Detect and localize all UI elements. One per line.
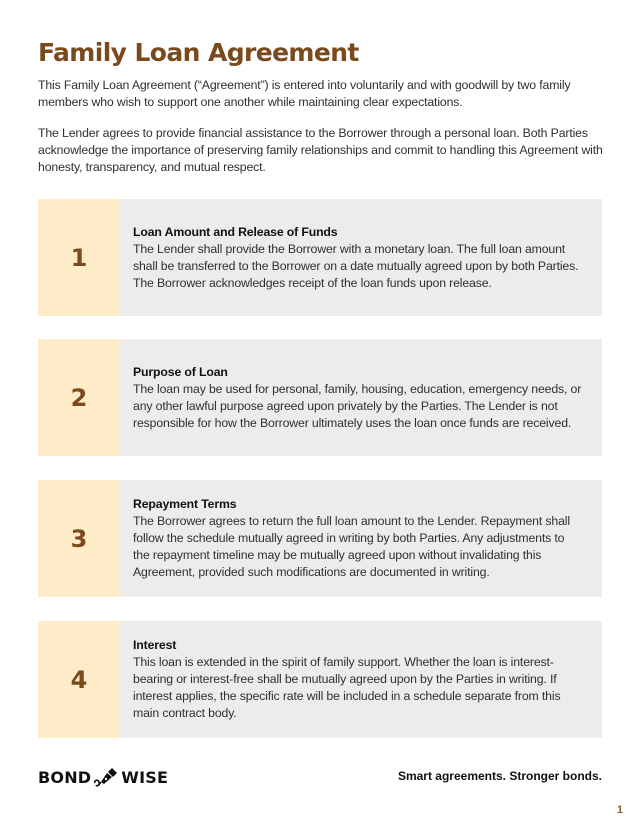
section-number: 4	[70, 665, 88, 694]
section-content	[120, 199, 602, 316]
section-heading: Purpose of Loan	[133, 364, 228, 379]
section-body: The Borrower agrees to return the full loan amount to the Lender. Repayment shall follow the schedule mutually agreed in writing by both Parties. Any adjustments to the repayment timeline may be mutually agreed upon without invalidating this Agreement, provided such modifications are documented in writing.	[133, 514, 570, 579]
intro-paragraph: The Lender agrees to provide financial assistance to the Borrower through a personal loan. Both Parties acknowledge the importance of preserving family relationships and commit to handling this Agreement with honesty, transparency, and mutual respect.	[38, 126, 603, 174]
section-number-column	[38, 480, 120, 597]
footer-tagline: Smart agreements. Stronger bonds.	[397, 769, 602, 783]
page-title: Family Loan Agreement	[38, 38, 359, 67]
bondwise-logo	[38, 766, 168, 788]
logo-text-wise: WISE	[121, 767, 169, 787]
page-number: 1	[616, 804, 623, 816]
intro-paragraph: This Family Loan Agreement (“Agreement”) is entered into voluntarily and with goodwill by two family members who wish to support one another while maintaining clear expectations.	[38, 78, 571, 109]
section-number: 1	[70, 243, 88, 272]
section-number-column	[38, 339, 120, 456]
section-content	[120, 480, 602, 597]
section-body: This loan is extended in the spirit of family support. Whether the loan is interest-bearing or interest-free shall be mutually agreed upon by the Parties in writing. If interest applies, the specific rate will be included in a schedule separate from this main contract body.	[133, 655, 561, 720]
logo-text-bond: BOND	[38, 767, 92, 787]
section-purpose	[38, 339, 602, 456]
section-loan-amount	[38, 199, 602, 316]
section-heading: Repayment Terms	[133, 497, 237, 511]
section-repayment-terms	[38, 480, 602, 597]
section-number: 2	[70, 383, 88, 412]
section-interest	[38, 621, 602, 738]
section-content	[120, 339, 602, 456]
section-content	[120, 621, 602, 738]
section-number-column	[38, 621, 120, 738]
section-body: The Lender shall provide the Borrower with a monetary loan. The full loan amount shall be transferred to the Borrower on a date mutually agreed upon by both Parties. The Borrower acknowledges receipt of the loan funds upon release.	[133, 241, 579, 290]
section-number: 3	[70, 524, 88, 553]
section-body: The loan may be used for personal, family, housing, education, emergency needs, or any other lawful purpose agreed upon privately by the Parties. The Lender is not responsible for how the Borrower ultimately uses the loan once funds are received.	[133, 381, 582, 430]
section-number-column	[38, 199, 120, 316]
fountain-pen-icon	[93, 766, 119, 788]
section-heading: Interest	[133, 638, 177, 652]
section-heading: Loan Amount and Release of Funds	[133, 224, 338, 239]
